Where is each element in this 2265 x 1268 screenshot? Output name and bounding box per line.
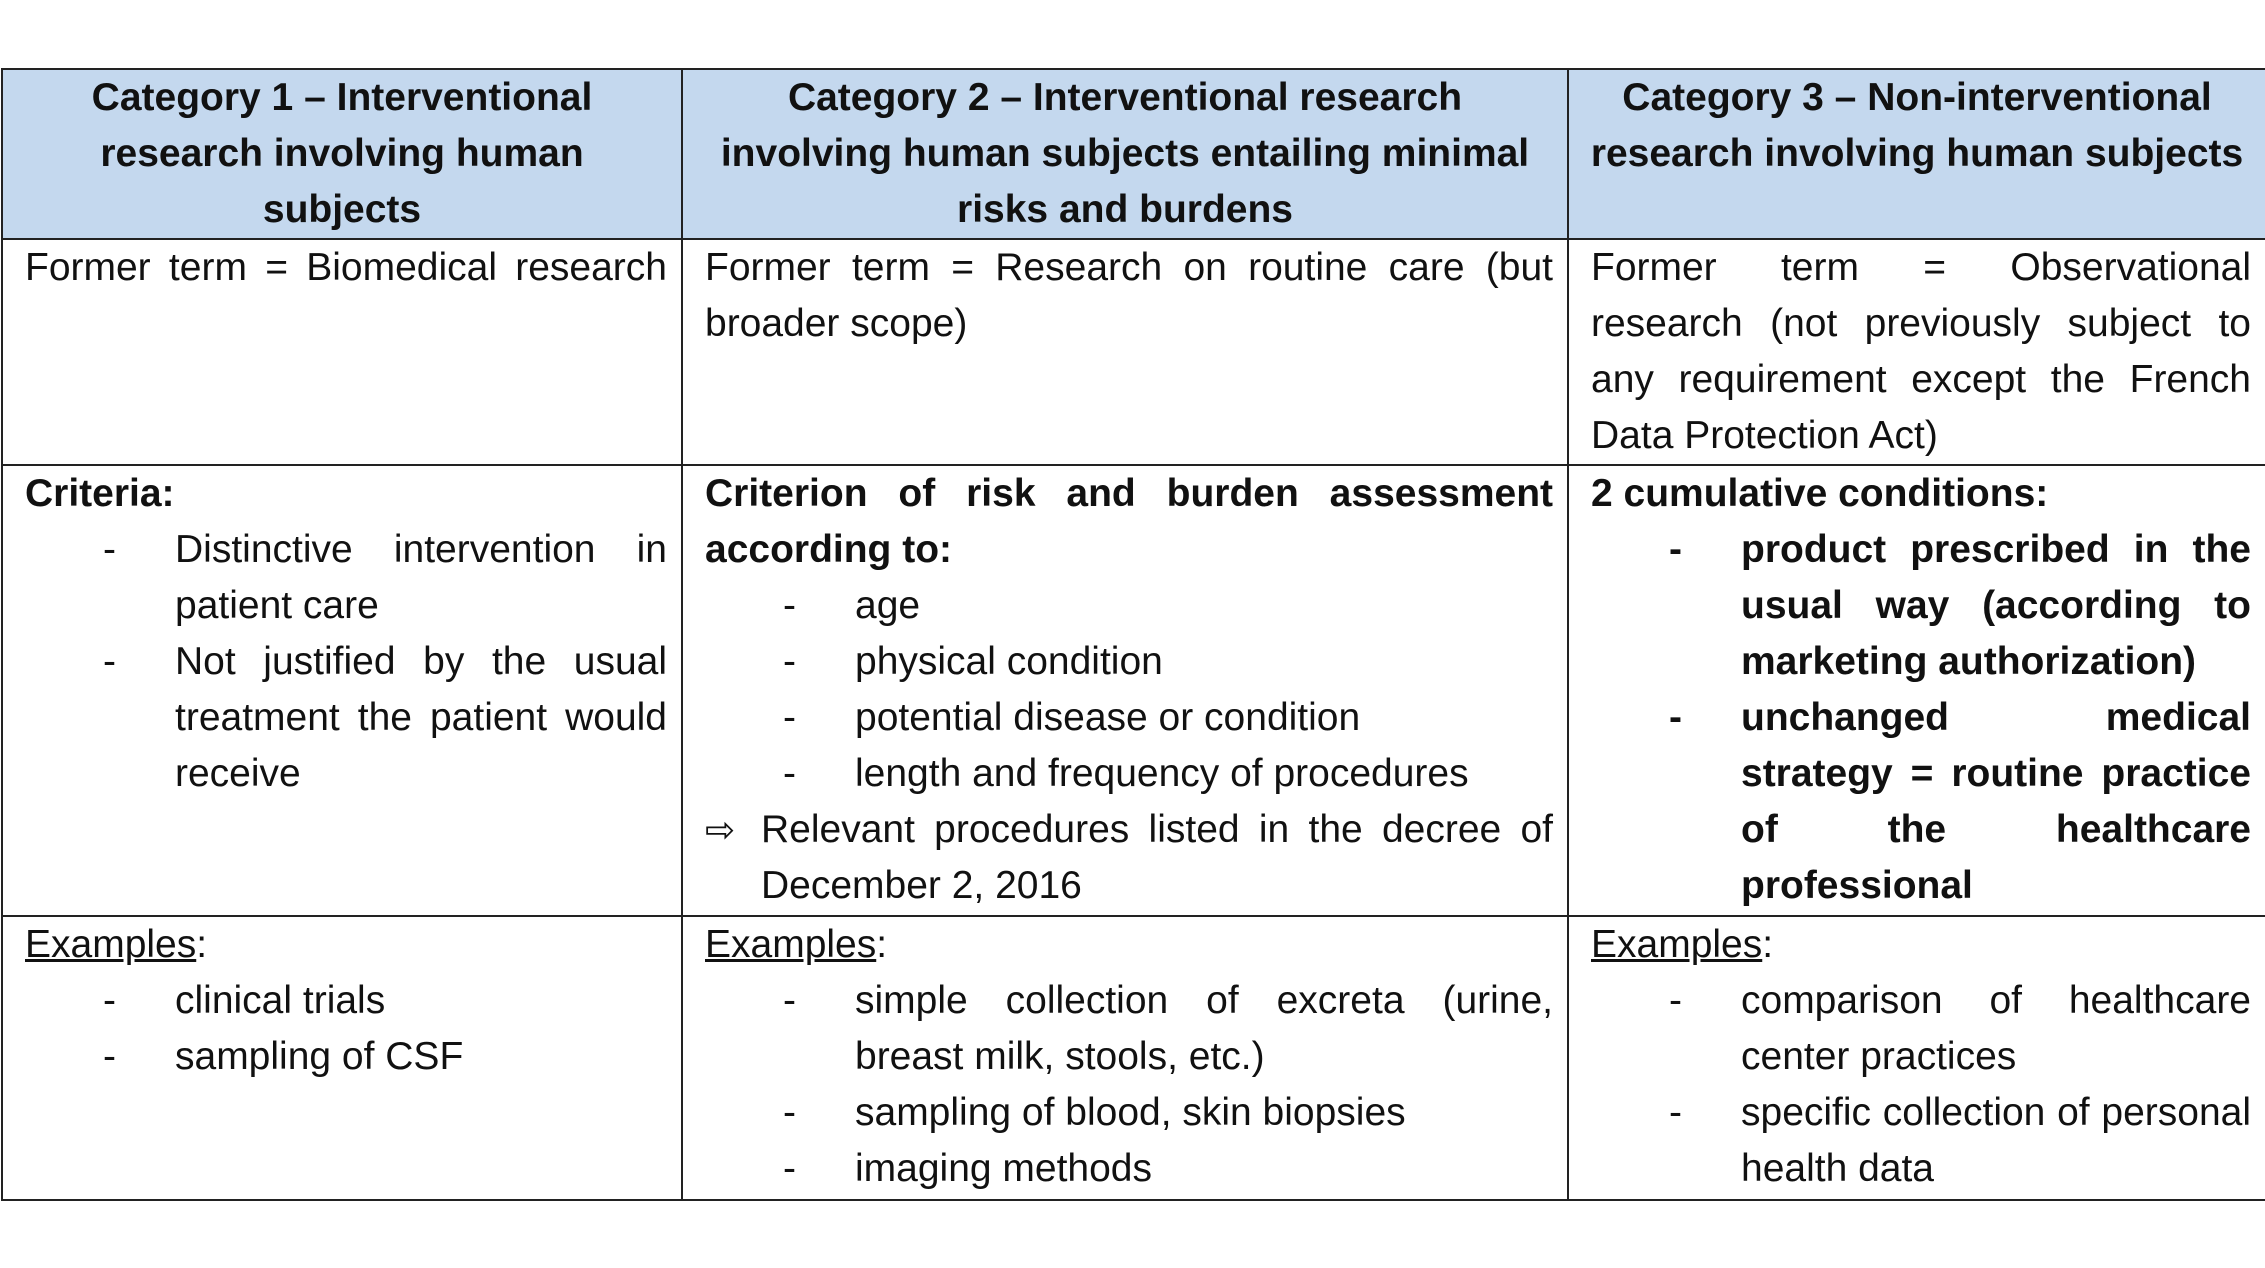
examples-category-3 <box>1568 916 2265 1200</box>
examples-label: Examples <box>705 923 877 966</box>
list-item: - unchanged medical strategy = routine practice of the healthcare professional <box>1591 690 2251 914</box>
examples-heading <box>1591 917 2251 973</box>
criteria-row <box>2 465 2265 916</box>
examples-colon: : <box>876 923 888 966</box>
decree-note-text: Relevant procedures listed in the decree of December 2, 2016 <box>761 808 1553 907</box>
former-term-row <box>2 239 2265 465</box>
former-term-text: Former term = Biomedical research <box>25 246 667 289</box>
list-item: - specific collection of personal health data <box>1591 1085 2251 1197</box>
former-term-category-1 <box>2 239 682 465</box>
list-item: - physical condition <box>705 634 1553 690</box>
examples-colon: : <box>196 923 208 966</box>
former-term-text: Former term = Observational research (not previously subject to any requirement except the French Data Protection Act) <box>1591 246 2251 457</box>
examples-category-1 <box>2 916 682 1200</box>
criteria-label: 2 cumulative conditions: <box>1591 472 2049 515</box>
examples-category-2 <box>682 916 1568 1200</box>
list-item: - sampling of CSF <box>25 1029 667 1085</box>
list-item: - imaging methods <box>705 1141 1553 1197</box>
criteria-category-3 <box>1568 465 2265 916</box>
decree-note <box>705 802 1553 914</box>
list-item: - Distinctive intervention in patient care <box>25 522 667 634</box>
list-item: - comparison of healthcare center practices <box>1591 973 2251 1085</box>
examples-list <box>25 973 667 1085</box>
examples-colon: : <box>1762 923 1774 966</box>
former-term-text: Former term = Research on routine care (but broader scope) <box>705 246 1553 345</box>
list-item: - simple collection of excreta (urine, breast milk, stools, etc.) <box>705 973 1553 1085</box>
examples-row <box>2 916 2265 1200</box>
examples-label: Examples <box>25 923 197 966</box>
examples-list <box>705 973 1553 1197</box>
criteria-list <box>705 578 1553 802</box>
list-item: - length and frequency of procedures <box>705 746 1553 802</box>
research-categories-table <box>1 68 2265 1201</box>
criteria-label: Criteria: <box>25 472 175 515</box>
criteria-category-1 <box>2 465 682 916</box>
criteria-list <box>1591 522 2251 914</box>
former-term-category-2 <box>682 239 1568 465</box>
examples-heading <box>25 917 667 973</box>
former-term-category-3 <box>1568 239 2265 465</box>
examples-heading <box>705 917 1553 973</box>
list-item: - product prescribed in the usual way (according to marketing authorization) <box>1591 522 2251 690</box>
list-item: - potential disease or condition <box>705 690 1553 746</box>
examples-label: Examples <box>1591 923 1763 966</box>
arrow-right-icon: ⇨ <box>705 809 736 850</box>
header-category-2: Category 2 – Interventional research involving human subjects entailing minimal risks and burdens <box>682 69 1568 239</box>
list-item: - age <box>705 578 1553 634</box>
list-item: - sampling of blood, skin biopsies <box>705 1085 1553 1141</box>
criteria-list <box>25 522 667 802</box>
list-item: - clinical trials <box>25 973 667 1029</box>
criteria-label: Criterion of risk and burden assessment according to: <box>705 472 1553 571</box>
list-item: - Not justified by the usual treatment the patient would receive <box>25 634 667 802</box>
header-row <box>2 69 2265 239</box>
criteria-category-2 <box>682 465 1568 916</box>
header-category-3: Category 3 – Non-interventional research involving human subjects <box>1568 69 2265 239</box>
examples-list <box>1591 973 2251 1197</box>
header-category-1: Category 1 – Interventional research involving human subjects <box>2 69 682 239</box>
